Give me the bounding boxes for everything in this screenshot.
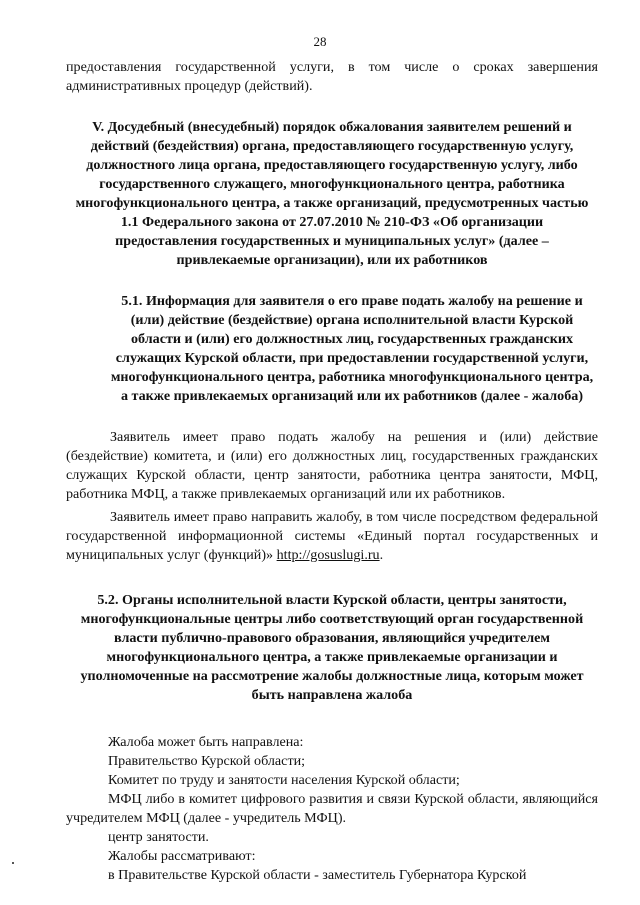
list-line: МФЦ либо в комитет цифрового развития и связи Курской области, являющийся учредителем МФЦ (далее - учредитель МФЦ).	[66, 791, 598, 826]
section-v-heading: V. Досудебный (внесудебный) порядок обжалования заявителем решений и действий (бездействия) органа, предоставляющего государственную услугу, должностного лица органа, предоставляющего государственную услугу, либо государственного служащего, многофункционального центра, работника многофункционального центра, а также организаций, предусмотренных частью 1.1 Федерального закона от 27.07.2010 № 210-ФЗ «Об организации предоставления государственных и муниципальных услуг» (далее – привлекаемые организации), или их работников	[75, 119, 589, 268]
section-5-2-list	[66, 733, 598, 885]
list-line: Правительство Курской области;	[108, 753, 306, 769]
list-line: Жалобы рассматривают:	[108, 848, 256, 864]
page-number: 28	[313, 34, 327, 49]
scan-mark	[12, 862, 14, 864]
paragraph-2-text: Заявитель имеет право направить жалобу, в том числе посредством федеральной государственной информационной системы «Единый портал государственных и муниципальных услуг (функций)»	[66, 509, 598, 563]
section-5-1-heading: 5.1. Информация для заявителя о его праве подать жалобу на решение и (или) действие (бездействие) органа исполнительной власти Курской области и (или) его должностных лиц, государственных гражданских служащих Курской области, при предоставлении государственной услуги, многофункционального центра, работника многофункционального центра, а также привлекаемых организаций или их работников (далее - жалоба)	[110, 293, 594, 404]
section-5-1-paragraph-2	[66, 508, 598, 565]
list-line: Комитет по труду и занятости населения Курской области;	[108, 772, 460, 788]
list-line: Жалоба может быть направлена:	[108, 734, 304, 750]
section-5-1-paragraph-1: Заявитель имеет право подать жалобу на решения и (или) действие (бездействие) комитета, и (или) его должностных лиц, государственных гражданских служащих Курской области, центр занятости, работника центра занятости, МФЦ, работника МФЦ, а также привлекаемых организаций или их работников.	[66, 429, 598, 502]
list-line: центр занятости.	[108, 829, 209, 845]
gosuslugi-link[interactable]: http://gosuslugi.ru	[276, 547, 380, 563]
intro-paragraph: предоставления государственной услуги, в том числе о сроках завершения административных процедур (действий).	[66, 59, 598, 94]
section-5-2-heading: 5.2. Органы исполнительной власти Курской области, центры занятости, многофункциональные центры либо соответствующий орган государственной власти публично-правового образования, являющийся учредителем многофункционального центра, а также привлекаемые организации и уполномоченные на рассмотрение жалобы должностные лица, которым может быть направлена жалоба	[80, 592, 584, 703]
paragraph-2-end: .	[379, 547, 384, 563]
page-content	[66, 58, 598, 885]
list-line: в Правительстве Курской области - заместитель Губернатора Курской	[108, 867, 527, 883]
